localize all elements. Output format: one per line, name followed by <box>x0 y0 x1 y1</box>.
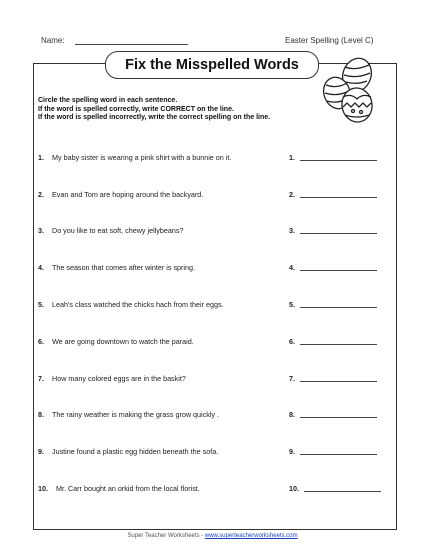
question-sentence: How many colored eggs are in the baskit? <box>52 374 186 383</box>
answer-number: 9. <box>289 447 295 456</box>
answer-number: 6. <box>289 337 295 346</box>
answer-number: 4. <box>289 263 295 272</box>
name-label: Name: <box>41 36 65 45</box>
worksheet-level-label: Easter Spelling (Level C) <box>285 36 374 45</box>
question-number: 1. <box>38 153 44 162</box>
question-number: 8. <box>38 410 44 419</box>
question-sentence: The season that comes after winter is spring. <box>52 263 196 272</box>
answer-line[interactable] <box>300 233 377 234</box>
footer <box>0 533 425 539</box>
answer-number: 3. <box>289 226 295 235</box>
answer-number: 7. <box>289 374 295 383</box>
question-number: 9. <box>38 447 44 456</box>
answer-line[interactable] <box>304 491 381 492</box>
answer-number: 8. <box>289 410 295 419</box>
worksheet-frame <box>33 63 397 530</box>
question-sentence: Do you like to eat soft, chewy jellybeans? <box>52 226 184 235</box>
instructions <box>38 97 368 123</box>
question-sentence: My baby sister is wearing a pink shirt with a bunnie on it. <box>52 153 232 162</box>
question-row <box>38 190 390 202</box>
instruction-line: Circle the spelling word in each sentence. <box>38 97 178 104</box>
question-number: 6. <box>38 337 44 346</box>
answer-line[interactable] <box>300 454 377 455</box>
answer-line[interactable] <box>300 417 377 418</box>
answer-line[interactable] <box>300 344 377 345</box>
answer-line[interactable] <box>300 197 377 198</box>
question-sentence: Justine found a plastic egg hidden beneath the sofa. <box>52 447 219 456</box>
instruction-line: If the word is spelled incorrectly, write the correct spelling on the line. <box>38 114 271 122</box>
question-number: 10. <box>38 484 48 493</box>
instruction-line: If the word is spelled correctly, write CORRECT on the line. <box>38 105 234 113</box>
answer-line[interactable] <box>300 160 377 161</box>
answer-line[interactable] <box>300 381 377 382</box>
question-number: 5. <box>38 300 44 309</box>
question-number: 2. <box>38 190 44 199</box>
answer-line[interactable] <box>300 270 377 271</box>
question-row <box>38 337 390 349</box>
question-number: 3. <box>38 226 44 235</box>
question-sentence: The rainy weather is making the grass grow quickly . <box>52 410 219 419</box>
question-sentence: Mr. Carr bought an orkid from the local florist. <box>56 484 200 493</box>
question-row <box>38 374 390 386</box>
question-row <box>38 484 390 496</box>
answer-number: 1. <box>289 153 295 162</box>
question-row <box>38 300 390 312</box>
question-sentence: We are going downtown to watch the paraid. <box>52 337 194 346</box>
footer-site-name: Super Teacher Worksheets <box>127 533 200 539</box>
question-row <box>38 410 390 422</box>
question-number: 7. <box>38 374 44 383</box>
question-row <box>38 447 390 459</box>
question-sentence: Leah's class watched the chicks hach from their eggs. <box>52 300 224 309</box>
answer-line[interactable] <box>300 307 377 308</box>
answer-number: 2. <box>289 190 295 199</box>
question-row <box>38 226 390 238</box>
footer-url-link[interactable]: www.superteacherworksheets.com <box>204 533 298 539</box>
page-title: Fix the Misspelled Words <box>105 51 319 79</box>
answer-number: 10. <box>289 484 299 493</box>
question-sentence: Evan and Tom are hoping around the backyard. <box>52 190 204 199</box>
name-input-line[interactable] <box>75 44 188 45</box>
question-row <box>38 153 390 165</box>
question-row <box>38 263 390 275</box>
answer-number: 5. <box>289 300 295 309</box>
question-number: 4. <box>38 263 44 272</box>
footer-separator: - <box>201 533 204 539</box>
